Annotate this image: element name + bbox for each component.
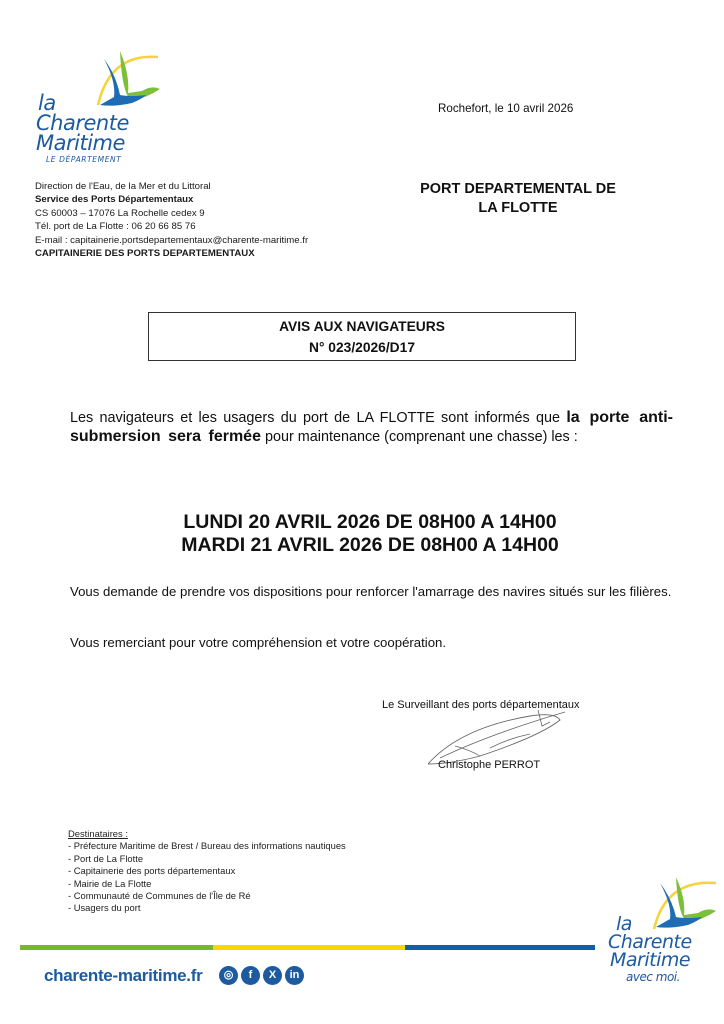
website-link[interactable]: charente-maritime.fr	[44, 966, 203, 985]
notice-title: AVIS AUX NAVIGATEURS	[279, 319, 445, 334]
recipient-item: - Préfecture Maritime de Brest / Bureau des informations nautiques	[68, 840, 346, 852]
signatory-name: Christophe PERROT	[438, 759, 541, 771]
intro-end: pour maintenance (comprenant une chasse) les :	[260, 428, 578, 445]
footer-logo-maritime: Maritime	[610, 949, 691, 971]
closure-date-1: LUNDI 20 AVRIL 2026 DE 08H00 A 14H00	[183, 511, 557, 533]
port-title-line1: PORT DEPARTEMENTAL DE	[420, 181, 616, 197]
thanks-paragraph: Vous remerciant pour votre compréhension et votre coopération.	[70, 635, 447, 650]
department-logo	[30, 45, 160, 167]
recipient-item: - Usagers du port	[68, 902, 141, 914]
x-icon[interactable]: X	[263, 966, 282, 985]
logo-line-la: la	[38, 91, 56, 115]
sender-block	[35, 180, 308, 260]
notice-number: N° 023/2026/D17	[308, 340, 415, 355]
instagram-icon[interactable]: ◎	[219, 966, 238, 985]
footer-logo	[600, 873, 718, 988]
recipients-list	[68, 828, 346, 915]
recipient-item: - Port de La Flotte	[68, 852, 144, 864]
footer-stripe-yellow	[213, 945, 405, 950]
sender-phone: Tél. port de La Flotte : 06 20 66 85 76	[35, 221, 196, 233]
closure-date-2: MARDI 21 AVRIL 2026 DE 08H00 A 14H00	[181, 534, 559, 556]
footer-logo-la: la	[616, 913, 632, 935]
recipient-item: - Communauté de Communes de l'Île de Ré	[68, 890, 251, 902]
logo-subtitle: LE DÉPARTEMENT	[46, 155, 122, 164]
mooring-paragraph: Vous demande de prendre vos dispositions pour renforcer l'amarrage des navires situés sur les filières.	[70, 584, 672, 599]
sender-email: E-mail : capitainerie.portsdepartementaux@charente-maritime.fr	[35, 234, 309, 246]
birds-icon	[70, 45, 160, 115]
logo-line-charente: Charente	[36, 111, 129, 135]
letter-date: Rochefort, le 10 avril 2026	[438, 102, 574, 115]
footer-stripe-green	[20, 945, 213, 950]
recipient-item: - Capitainerie des ports départementaux	[68, 865, 236, 877]
footer-logo-tagline: avec moi.	[626, 970, 680, 984]
recipient-item: - Mairie de La Flotte	[68, 877, 152, 889]
port-title-line2: LA FLOTTE	[478, 200, 558, 216]
footer-birds-icon	[628, 873, 718, 935]
closure-dates	[90, 511, 650, 557]
footer-logo-charente: Charente	[608, 931, 692, 953]
logo-line-maritime: Maritime	[36, 131, 125, 155]
sender-address: CS 60003 – 17076 La Rochelle cedex 9	[35, 207, 205, 219]
sender-direction: Direction de l'Eau, de la Mer et du Littoral	[35, 181, 211, 192]
facebook-icon[interactable]: f	[241, 966, 260, 985]
recipients-title: Destinataires :	[68, 828, 128, 839]
intro-bold: la porte anti-submersion sera fermée	[70, 409, 673, 445]
notice-box	[148, 312, 576, 361]
sender-service: Service des Ports Départementaux	[35, 194, 194, 206]
intro-paragraph	[70, 409, 673, 446]
signatory-role: Le Surveillant des ports départementaux	[382, 699, 580, 711]
linkedin-icon[interactable]: in	[285, 966, 304, 985]
port-title	[390, 180, 646, 218]
footer-stripe-blue	[405, 945, 595, 950]
sender-capitainerie: CAPITAINERIE DES PORTS DEPARTEMENTAUX	[35, 248, 255, 260]
intro-start: Les navigateurs et les usagers du port de LA FLOTTE sont informés que	[70, 410, 567, 426]
